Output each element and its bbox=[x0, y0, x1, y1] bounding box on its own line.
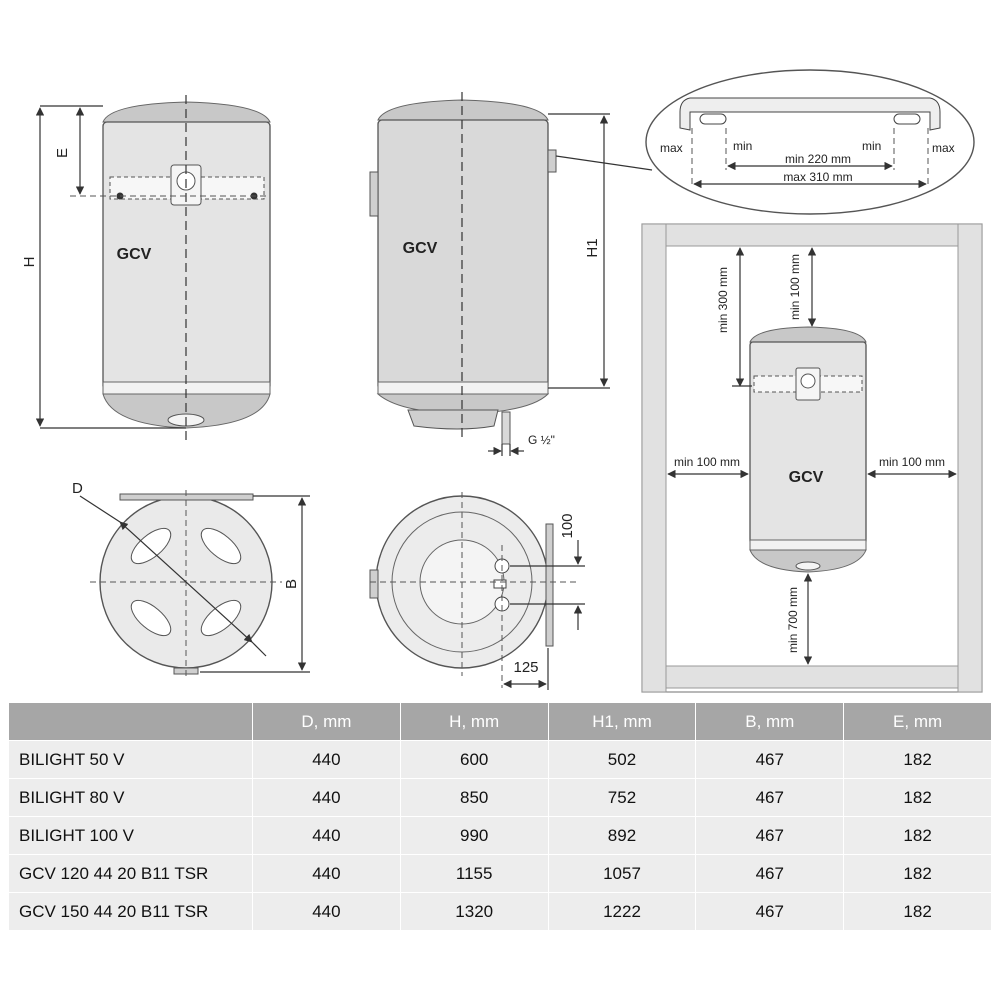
table-header-cell: E, mm bbox=[844, 703, 992, 741]
table-cell: 990 bbox=[400, 817, 548, 855]
table-header-cell: D, mm bbox=[253, 703, 401, 741]
install-knob-icon bbox=[801, 374, 815, 388]
bracket-detail bbox=[556, 70, 974, 214]
table-cell: 892 bbox=[548, 817, 696, 855]
bottom-view-bracket bbox=[546, 524, 553, 646]
table-cell: 850 bbox=[400, 779, 548, 817]
dim-B-label: B bbox=[283, 578, 300, 590]
spec-table bbox=[8, 702, 992, 931]
clear-min100-top-label: min 100 mm bbox=[788, 253, 802, 321]
table-cell: 467 bbox=[696, 779, 844, 817]
table-cell: 1057 bbox=[548, 855, 696, 893]
table-header-cell: B, mm bbox=[696, 703, 844, 741]
dim-E-label: E bbox=[54, 147, 71, 159]
dim-100-label: 100 bbox=[559, 513, 576, 539]
table-cell-model: GCV 120 44 20 B11 TSR bbox=[9, 855, 253, 893]
front-brand-label: GCV bbox=[116, 246, 152, 263]
table-cell-model: BILIGHT 100 V bbox=[9, 817, 253, 855]
table-cell: 440 bbox=[253, 779, 401, 817]
install-bottom-cap bbox=[796, 562, 820, 570]
table-cell: 440 bbox=[253, 855, 401, 893]
side-bottom-band bbox=[378, 382, 548, 394]
bottom-view-thermo bbox=[494, 580, 506, 588]
clear-min300-label: min 300 mm bbox=[716, 266, 730, 334]
table-cell: 182 bbox=[844, 893, 992, 931]
install-brand-label: GCV bbox=[788, 469, 824, 486]
side-tank-top bbox=[378, 100, 548, 120]
clear-min700-label: min 700 mm bbox=[786, 586, 800, 654]
table-row bbox=[9, 817, 992, 855]
table-cell: 182 bbox=[844, 817, 992, 855]
table-cell: 502 bbox=[548, 741, 696, 779]
table-cell-model: GCV 150 44 20 B11 TSR bbox=[9, 893, 253, 931]
table-cell: 467 bbox=[696, 741, 844, 779]
detail-slot-left bbox=[700, 114, 726, 124]
side-bottom-cover bbox=[408, 410, 498, 429]
dim-125-label: 125 bbox=[513, 659, 539, 676]
table-cell: 1320 bbox=[400, 893, 548, 931]
table-row bbox=[9, 779, 992, 817]
table-cell: 752 bbox=[548, 779, 696, 817]
table-cell: 467 bbox=[696, 893, 844, 931]
table-cell: 467 bbox=[696, 817, 844, 855]
clear-min100-right-label: min 100 mm bbox=[878, 455, 946, 469]
floor bbox=[666, 666, 958, 688]
table-cell: 467 bbox=[696, 855, 844, 893]
table-cell: 600 bbox=[400, 741, 548, 779]
detail-slot-right bbox=[894, 114, 920, 124]
table-cell: 440 bbox=[253, 741, 401, 779]
table-header-cell: H1, mm bbox=[548, 703, 696, 741]
install-bottom-band bbox=[750, 540, 866, 550]
detail-max310: max 310 mm bbox=[783, 170, 853, 184]
dim-H-label: H bbox=[21, 256, 38, 268]
detail-max-left: max bbox=[660, 141, 683, 155]
top-view bbox=[72, 480, 310, 676]
table-header-cell bbox=[9, 703, 253, 741]
thread-size-label: G ½" bbox=[528, 433, 555, 447]
side-bracket bbox=[548, 150, 556, 172]
table-row bbox=[9, 741, 992, 779]
detail-min-left: min bbox=[733, 139, 753, 153]
table-cell-model: BILIGHT 80 V bbox=[9, 779, 253, 817]
table-row bbox=[9, 855, 992, 893]
bottom-view-handle bbox=[370, 570, 378, 598]
clear-min100-left-label: min 100 mm bbox=[673, 455, 741, 469]
dim-D-label: D bbox=[72, 480, 83, 497]
installation-clearance bbox=[642, 224, 982, 692]
table-cell-model: BILIGHT 50 V bbox=[9, 741, 253, 779]
table-cell: 182 bbox=[844, 741, 992, 779]
front-view bbox=[21, 95, 270, 440]
detail-min220: min 220 mm bbox=[784, 152, 852, 166]
wall-left bbox=[642, 224, 666, 692]
detail-min-right: min bbox=[862, 139, 882, 153]
wall-right bbox=[958, 224, 982, 692]
table-cell: 1155 bbox=[400, 855, 548, 893]
bottom-view bbox=[370, 492, 585, 690]
table-cell: 182 bbox=[844, 855, 992, 893]
table-header-row bbox=[9, 703, 992, 741]
side-handle bbox=[370, 172, 378, 216]
side-brand-label: GCV bbox=[402, 240, 438, 257]
table-cell: 1222 bbox=[548, 893, 696, 931]
detail-max-right: max bbox=[932, 141, 955, 155]
water-connection-pipe bbox=[502, 412, 510, 444]
ceiling bbox=[666, 224, 958, 246]
table-header-cell: H, mm bbox=[400, 703, 548, 741]
dim-H1-label: H1 bbox=[584, 238, 601, 258]
table-cell: 440 bbox=[253, 893, 401, 931]
table-cell: 182 bbox=[844, 779, 992, 817]
table-row bbox=[9, 893, 992, 931]
table-cell: 440 bbox=[253, 817, 401, 855]
detail-bubble bbox=[646, 70, 974, 214]
side-view bbox=[370, 92, 610, 456]
